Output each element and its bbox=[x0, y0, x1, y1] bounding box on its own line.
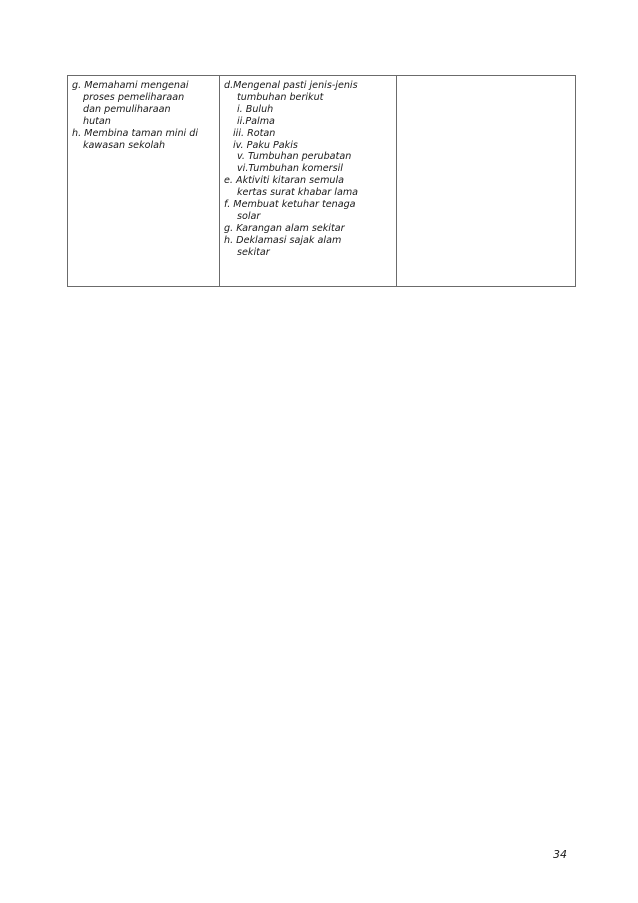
cell-line: d.Mengenal pasti jenis-jenis bbox=[224, 80, 358, 91]
cell-line: vi.Tumbuhan komersil bbox=[237, 163, 343, 175]
cell-line: kawasan sekolah bbox=[83, 139, 166, 151]
cell-line: v. Tumbuhan perubatan bbox=[237, 151, 352, 163]
table-cell-activities bbox=[220, 76, 397, 286]
cell-line: i. Buluh bbox=[237, 103, 274, 115]
cell-line: e. Aktiviti kitaran semula bbox=[224, 175, 345, 187]
cell-line: f. Membuat ketuhar tenaga bbox=[224, 199, 356, 211]
cell-line: iii. Rotan bbox=[233, 127, 276, 139]
cell-line: solar bbox=[237, 210, 261, 222]
cell-line: g. Memahami mengenai bbox=[72, 80, 189, 91]
cell-line: proses pemeliharaan bbox=[83, 91, 185, 103]
cell-line: hutan bbox=[83, 115, 111, 127]
cell-line: sekitar bbox=[237, 246, 270, 258]
table-cell-empty bbox=[397, 76, 575, 286]
cell-line: iv. Paku Pakis bbox=[233, 139, 298, 151]
page-number: 34 bbox=[553, 848, 567, 861]
cell-line: tumbuhan berikut bbox=[237, 91, 324, 103]
cell-line: ii.Palma bbox=[237, 115, 275, 127]
cell-line: h. Deklamasi sajak alam bbox=[224, 234, 342, 246]
activity-table bbox=[67, 75, 576, 287]
cell-line: kertas surat khabar lama bbox=[237, 187, 359, 199]
table-cell-objectives bbox=[68, 76, 220, 286]
cell-line: h. Membina taman mini di bbox=[72, 127, 199, 139]
cell-line: g. Karangan alam sekitar bbox=[224, 222, 345, 234]
cell-line: dan pemuliharaan bbox=[83, 103, 171, 115]
